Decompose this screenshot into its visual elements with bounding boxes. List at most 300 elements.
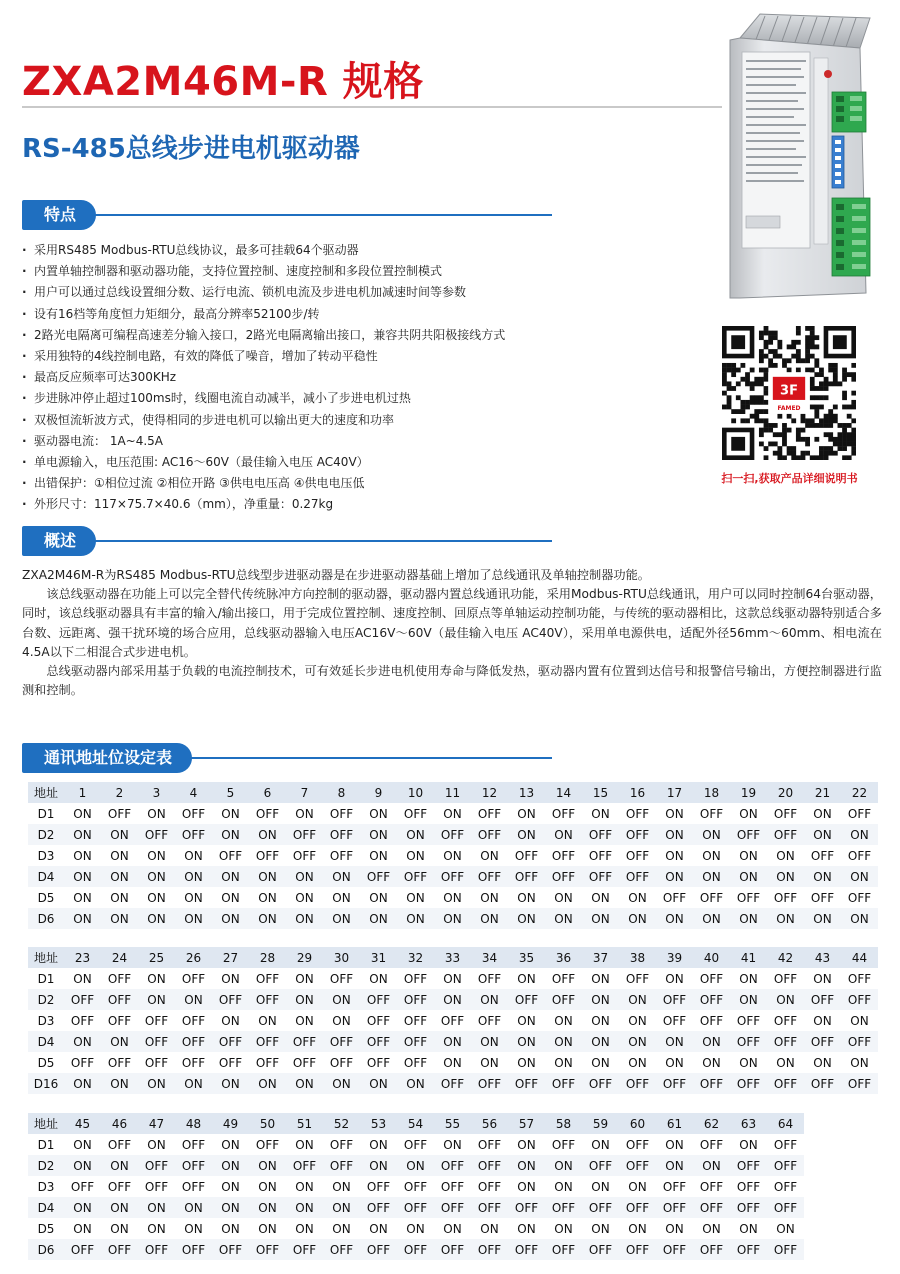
feature-item: · 双极恒流斩波方式，使得相同的步进电机可以输出更大的速度和功率 (22, 410, 702, 431)
address-number: 55 (434, 1113, 471, 1134)
bit-label: D1 (28, 1134, 64, 1155)
switch-state-cell: OFF (471, 1239, 508, 1260)
switch-state-cell: ON (175, 887, 212, 908)
address-number: 10 (397, 782, 434, 803)
switch-state-cell: ON (471, 1031, 508, 1052)
switch-state-cell: ON (693, 908, 730, 929)
qr-code-image (722, 326, 856, 460)
switch-state-cell: ON (286, 1197, 323, 1218)
switch-state-cell: ON (767, 845, 804, 866)
switch-state-cell: OFF (101, 1239, 138, 1260)
switch-state-cell: ON (656, 845, 693, 866)
switch-state-cell: OFF (175, 824, 212, 845)
overview-heading: 概述 (22, 526, 96, 556)
switch-state-cell: OFF (545, 845, 582, 866)
address-number: 51 (286, 1113, 323, 1134)
switch-state-cell: OFF (730, 887, 767, 908)
switch-state-cell: ON (545, 908, 582, 929)
switch-state-cell: ON (471, 887, 508, 908)
switch-state-cell: OFF (656, 1010, 693, 1031)
switch-state-cell: OFF (249, 989, 286, 1010)
switch-state-cell: OFF (471, 824, 508, 845)
switch-state-cell: ON (434, 803, 471, 824)
switch-state-cell: OFF (249, 1134, 286, 1155)
switch-state-cell: ON (286, 908, 323, 929)
switch-state-cell: ON (249, 1218, 286, 1239)
address-number: 4 (175, 782, 212, 803)
switch-state-cell: ON (286, 968, 323, 989)
switch-state-cell: OFF (656, 1073, 693, 1094)
empty-cell (804, 1176, 841, 1197)
switch-state-cell: ON (841, 908, 878, 929)
switch-state-cell: OFF (323, 1239, 360, 1260)
switch-state-cell: OFF (767, 968, 804, 989)
switch-state-cell: ON (582, 989, 619, 1010)
switch-state-cell: ON (804, 803, 841, 824)
switch-state-cell: ON (212, 824, 249, 845)
switch-state-cell: OFF (471, 1176, 508, 1197)
switch-state-cell: OFF (804, 887, 841, 908)
switch-state-cell: ON (249, 1197, 286, 1218)
switch-state-cell: OFF (397, 803, 434, 824)
switch-state-cell: ON (582, 803, 619, 824)
switch-state-cell: OFF (656, 1197, 693, 1218)
address-number: 29 (286, 947, 323, 968)
switch-state-cell: OFF (434, 1197, 471, 1218)
switch-state-cell: ON (619, 1031, 656, 1052)
features-section-header (22, 200, 552, 230)
switch-state-cell: ON (471, 1218, 508, 1239)
overview-paragraph: 总线驱动器内部采用基于负载的电流控制技术，可有效延长步进电机使用寿命与降低发热，驱动器内置有位置到达信号和报警信号输出，方便控制器进行监测和控制。 (22, 664, 882, 698)
address-number: 64 (767, 1113, 804, 1134)
switch-state-cell: OFF (767, 1197, 804, 1218)
switch-state-cell: ON (175, 989, 212, 1010)
qr-caption: 扫一扫,获取产品详细说明书 (721, 472, 858, 485)
address-number: 24 (101, 947, 138, 968)
switch-state-cell: OFF (508, 866, 545, 887)
switch-state-cell: ON (286, 887, 323, 908)
switch-state-cell: OFF (767, 824, 804, 845)
switch-state-cell: OFF (138, 1010, 175, 1031)
switch-state-cell: ON (64, 824, 101, 845)
table-row (28, 1176, 878, 1197)
address-number: 9 (360, 782, 397, 803)
address-number: 32 (397, 947, 434, 968)
switch-state-cell: ON (508, 1218, 545, 1239)
switch-state-cell: OFF (693, 989, 730, 1010)
switch-state-cell: ON (64, 1155, 101, 1176)
switch-state-cell: OFF (286, 824, 323, 845)
address-number: 35 (508, 947, 545, 968)
table-header-row (28, 1113, 878, 1134)
switch-state-cell: ON (804, 1052, 841, 1073)
switch-state-cell: ON (730, 968, 767, 989)
switch-state-cell: ON (360, 908, 397, 929)
switch-state-cell: OFF (360, 1239, 397, 1260)
switch-state-cell: OFF (101, 1052, 138, 1073)
switch-state-cell: ON (656, 866, 693, 887)
switch-state-cell: ON (619, 887, 656, 908)
bit-label: D5 (28, 1052, 64, 1073)
feature-item: · 驱动器电流： 1A~4.5A (22, 431, 702, 452)
switch-state-cell: ON (508, 968, 545, 989)
address-number: 33 (434, 947, 471, 968)
switch-state-cell: ON (212, 908, 249, 929)
switch-state-cell: ON (619, 1218, 656, 1239)
switch-state-cell: OFF (434, 1073, 471, 1094)
features-heading: 特点 (22, 200, 96, 230)
bit-label: D5 (28, 1218, 64, 1239)
switch-state-cell: ON (323, 1010, 360, 1031)
table-row (28, 1239, 878, 1260)
switch-state-cell: ON (508, 1010, 545, 1031)
qr-logo-subtext: FAMED (777, 405, 801, 413)
switch-state-cell: ON (582, 1052, 619, 1073)
switch-state-cell: ON (101, 1218, 138, 1239)
switch-state-cell: OFF (730, 1031, 767, 1052)
switch-state-cell: OFF (508, 1197, 545, 1218)
switch-state-cell: ON (508, 824, 545, 845)
switch-state-cell: ON (397, 1218, 434, 1239)
address-table-1-22 (28, 782, 878, 929)
switch-state-cell: ON (693, 824, 730, 845)
address-number: 16 (619, 782, 656, 803)
switch-state-cell: OFF (397, 1052, 434, 1073)
switch-state-cell: OFF (101, 1010, 138, 1031)
address-number: 63 (730, 1113, 767, 1134)
table-row (28, 1134, 878, 1155)
switch-state-cell: ON (804, 968, 841, 989)
switch-state-cell: OFF (434, 824, 471, 845)
switch-state-cell: ON (212, 1218, 249, 1239)
switch-state-cell: ON (138, 887, 175, 908)
switch-state-cell: ON (508, 1155, 545, 1176)
switch-state-cell: OFF (323, 1155, 360, 1176)
switch-state-cell: OFF (360, 989, 397, 1010)
address-section-header (22, 743, 552, 773)
bit-label: D5 (28, 887, 64, 908)
switch-state-cell: ON (64, 845, 101, 866)
empty-cell (841, 1155, 878, 1176)
switch-state-cell: ON (212, 887, 249, 908)
bit-label: D4 (28, 1197, 64, 1218)
switch-state-cell: OFF (434, 1155, 471, 1176)
switch-state-cell: OFF (508, 845, 545, 866)
switch-state-cell: OFF (582, 1239, 619, 1260)
address-number: 53 (360, 1113, 397, 1134)
switch-state-cell: OFF (64, 989, 101, 1010)
empty-cell (841, 1134, 878, 1155)
switch-state-cell: ON (397, 908, 434, 929)
switch-state-cell: ON (175, 1197, 212, 1218)
switch-state-cell: ON (138, 803, 175, 824)
switch-state-cell: ON (471, 1052, 508, 1073)
address-number: 27 (212, 947, 249, 968)
switch-state-cell: OFF (693, 1010, 730, 1031)
switch-state-cell: ON (64, 1134, 101, 1155)
feature-item: · 步进脉冲停止超过100ms时，线圈电流自动减半，减小了步进电机过热 (22, 388, 702, 409)
bit-label: D3 (28, 1010, 64, 1031)
switch-state-cell: ON (212, 803, 249, 824)
switch-state-cell: ON (360, 803, 397, 824)
switch-state-cell: ON (360, 845, 397, 866)
switch-state-cell: ON (841, 1010, 878, 1031)
switch-state-cell: OFF (841, 1031, 878, 1052)
address-number: 22 (841, 782, 878, 803)
switch-state-cell: ON (397, 887, 434, 908)
switch-state-cell: ON (138, 989, 175, 1010)
address-label: 地址 (28, 782, 64, 803)
address-number: 59 (582, 1113, 619, 1134)
switch-state-cell: ON (397, 824, 434, 845)
address-number: 21 (804, 782, 841, 803)
bit-label: D2 (28, 1155, 64, 1176)
switch-state-cell: ON (64, 803, 101, 824)
switch-state-cell: OFF (286, 845, 323, 866)
address-number: 48 (175, 1113, 212, 1134)
address-number: 37 (582, 947, 619, 968)
switch-state-cell: OFF (64, 1239, 101, 1260)
address-number: 45 (64, 1113, 101, 1134)
switch-state-cell: ON (619, 1176, 656, 1197)
switch-state-cell: ON (64, 1073, 101, 1094)
switch-state-cell: OFF (175, 1031, 212, 1052)
address-number: 31 (360, 947, 397, 968)
switch-state-cell: ON (804, 908, 841, 929)
address-number: 1 (64, 782, 101, 803)
title-divider (22, 106, 722, 108)
switch-state-cell: OFF (619, 866, 656, 887)
switch-state-cell: OFF (582, 824, 619, 845)
empty-cell (804, 1134, 841, 1155)
table-row (28, 824, 878, 845)
switch-state-cell: OFF (175, 1155, 212, 1176)
switch-state-cell: OFF (730, 1197, 767, 1218)
switch-state-cell: ON (656, 1155, 693, 1176)
switch-state-cell: OFF (730, 824, 767, 845)
bit-label: D1 (28, 968, 64, 989)
switch-state-cell: ON (730, 1134, 767, 1155)
switch-state-cell: OFF (619, 803, 656, 824)
switch-state-cell: ON (175, 866, 212, 887)
switch-state-cell: ON (323, 908, 360, 929)
switch-state-cell: ON (360, 1218, 397, 1239)
switch-state-cell: OFF (619, 1134, 656, 1155)
switch-state-cell: ON (138, 1197, 175, 1218)
address-number: 13 (508, 782, 545, 803)
switch-state-cell: ON (619, 908, 656, 929)
switch-state-cell: ON (434, 1134, 471, 1155)
feature-item: · 采用RS485 Modbus-RTU总线协议，最多可挂载64个驱动器 (22, 240, 702, 261)
switch-state-cell: OFF (360, 1176, 397, 1197)
switch-state-cell: OFF (175, 803, 212, 824)
feature-item: · 最高反应频率可达300KHz (22, 367, 702, 388)
switch-state-cell: ON (138, 1134, 175, 1155)
switch-state-cell: ON (212, 1155, 249, 1176)
switch-state-cell: OFF (397, 1031, 434, 1052)
switch-state-cell: OFF (582, 866, 619, 887)
address-number: 17 (656, 782, 693, 803)
switch-state-cell: OFF (730, 1176, 767, 1197)
address-number: 18 (693, 782, 730, 803)
switch-state-cell: ON (730, 908, 767, 929)
switch-state-cell: OFF (360, 866, 397, 887)
switch-state-cell: ON (397, 845, 434, 866)
switch-state-cell: OFF (841, 989, 878, 1010)
switch-state-cell: ON (767, 866, 804, 887)
switch-state-cell: ON (693, 1031, 730, 1052)
switch-state-cell: OFF (212, 1052, 249, 1073)
switch-state-cell: OFF (767, 1176, 804, 1197)
bit-label: D3 (28, 1176, 64, 1197)
switch-state-cell: OFF (212, 1031, 249, 1052)
switch-state-cell: ON (656, 803, 693, 824)
switch-state-cell: OFF (693, 1134, 730, 1155)
switch-state-cell: OFF (286, 1052, 323, 1073)
switch-state-cell: OFF (212, 989, 249, 1010)
switch-state-cell: OFF (323, 824, 360, 845)
switch-state-cell: OFF (693, 803, 730, 824)
address-label: 地址 (28, 1113, 64, 1134)
switch-state-cell: ON (286, 1176, 323, 1197)
switch-state-cell: ON (730, 866, 767, 887)
switch-state-cell: OFF (767, 1010, 804, 1031)
switch-state-cell: ON (323, 866, 360, 887)
address-number: 52 (323, 1113, 360, 1134)
switch-state-cell: ON (545, 824, 582, 845)
switch-state-cell: OFF (397, 968, 434, 989)
address-number: 49 (212, 1113, 249, 1134)
switch-state-cell: ON (64, 1031, 101, 1052)
address-number: 41 (730, 947, 767, 968)
switch-state-cell: ON (508, 887, 545, 908)
switch-state-cell: OFF (582, 1155, 619, 1176)
address-number: 61 (656, 1113, 693, 1134)
address-number: 3 (138, 782, 175, 803)
switch-state-cell: ON (693, 866, 730, 887)
switch-state-cell: OFF (360, 1010, 397, 1031)
switch-state-cell: OFF (471, 1134, 508, 1155)
switch-state-cell: ON (434, 1218, 471, 1239)
overview-text (22, 566, 882, 700)
switch-state-cell: ON (64, 887, 101, 908)
switch-state-cell: OFF (138, 824, 175, 845)
switch-state-cell: OFF (582, 1197, 619, 1218)
switch-state-cell: OFF (730, 1155, 767, 1176)
switch-state-cell: OFF (471, 1197, 508, 1218)
switch-state-cell: OFF (249, 845, 286, 866)
switch-state-cell: ON (249, 1176, 286, 1197)
switch-state-cell: ON (64, 968, 101, 989)
switch-state-cell: ON (619, 989, 656, 1010)
switch-state-cell: ON (138, 968, 175, 989)
switch-state-cell: ON (323, 1197, 360, 1218)
switch-state-cell: ON (582, 1031, 619, 1052)
table-row (28, 803, 878, 824)
switch-state-cell: OFF (212, 845, 249, 866)
empty-cell (804, 1239, 841, 1260)
switch-state-cell: OFF (619, 1155, 656, 1176)
empty-cell (804, 1197, 841, 1218)
switch-state-cell: ON (767, 1218, 804, 1239)
table-row (28, 1197, 878, 1218)
switch-state-cell: OFF (545, 1239, 582, 1260)
switch-state-cell: OFF (545, 1197, 582, 1218)
switch-state-cell: ON (656, 908, 693, 929)
switch-state-cell: OFF (397, 1010, 434, 1031)
overview-paragraph: 该总线驱动器在功能上可以完全替代传统脉冲方向控制的驱动器，驱动器内置总线通讯功能，采用Modbus-RTU总线通讯，用户可以同时控制64台驱动器，同时，该总线驱动器具有丰富的输入/输出接口，用于完成位置控制、速度控制、回原点等单轴运动控制功能，与传统的驱动器相比，这款总线驱动器特别适合多台数、远距离、强干扰环境的场合应用，总线驱动器输入电压AC16V～60V（最佳输入电压 AC40V），采用单电源供电，适配外径56mm～60mm、相电流在4.5A以下二相混合式步进电机。 (22, 587, 882, 659)
empty-cell (804, 1218, 841, 1239)
switch-state-cell: ON (212, 968, 249, 989)
switch-state-cell: ON (212, 1073, 249, 1094)
switch-state-cell: OFF (138, 1052, 175, 1073)
switch-state-cell: OFF (397, 1239, 434, 1260)
address-table-45-64 (28, 1113, 878, 1260)
table-row (28, 1155, 878, 1176)
table-row (28, 1052, 878, 1073)
address-number: 26 (175, 947, 212, 968)
switch-state-cell: OFF (397, 989, 434, 1010)
switch-state-cell: ON (64, 1218, 101, 1239)
switch-state-cell: ON (138, 845, 175, 866)
address-number: 11 (434, 782, 471, 803)
bit-label: D4 (28, 1031, 64, 1052)
switch-state-cell: ON (471, 989, 508, 1010)
empty-cell (841, 1218, 878, 1239)
address-number: 58 (545, 1113, 582, 1134)
switch-state-cell: ON (508, 908, 545, 929)
switch-state-cell: OFF (175, 1239, 212, 1260)
bit-label: D6 (28, 1239, 64, 1260)
switch-state-cell: OFF (175, 1176, 212, 1197)
switch-state-cell: ON (841, 866, 878, 887)
address-number: 23 (64, 947, 101, 968)
address-number: 46 (101, 1113, 138, 1134)
switch-state-cell: ON (397, 1155, 434, 1176)
qr-code[interactable] (722, 326, 856, 460)
switch-state-cell: OFF (101, 968, 138, 989)
switch-state-cell: ON (286, 803, 323, 824)
switch-state-cell: ON (360, 887, 397, 908)
switch-state-cell: OFF (323, 968, 360, 989)
switch-state-cell: ON (64, 908, 101, 929)
switch-state-cell: ON (582, 968, 619, 989)
switch-state-cell: OFF (212, 1239, 249, 1260)
switch-state-cell: ON (582, 1134, 619, 1155)
switch-state-cell: ON (841, 1052, 878, 1073)
switch-state-cell: OFF (323, 845, 360, 866)
table-row (28, 845, 878, 866)
qr-logo-text: 3F (780, 383, 798, 399)
switch-state-cell: OFF (434, 1010, 471, 1031)
switch-state-cell: ON (767, 1052, 804, 1073)
switch-state-cell: OFF (175, 968, 212, 989)
switch-state-cell: ON (101, 845, 138, 866)
address-number: 39 (656, 947, 693, 968)
features-header-rule (62, 214, 552, 216)
switch-state-cell: OFF (508, 1239, 545, 1260)
switch-state-cell: OFF (767, 887, 804, 908)
switch-state-cell: OFF (619, 1197, 656, 1218)
switch-state-cell: OFF (434, 866, 471, 887)
switch-state-cell: ON (508, 1176, 545, 1197)
switch-state-cell: OFF (101, 1176, 138, 1197)
switch-state-cell: ON (545, 1031, 582, 1052)
address-number: 5 (212, 782, 249, 803)
switch-state-cell: ON (582, 1010, 619, 1031)
feature-item: · 单电源输入，电压范围: AC16～60V（最佳输入电压 AC40V） (22, 452, 702, 473)
switch-state-cell: ON (175, 1218, 212, 1239)
